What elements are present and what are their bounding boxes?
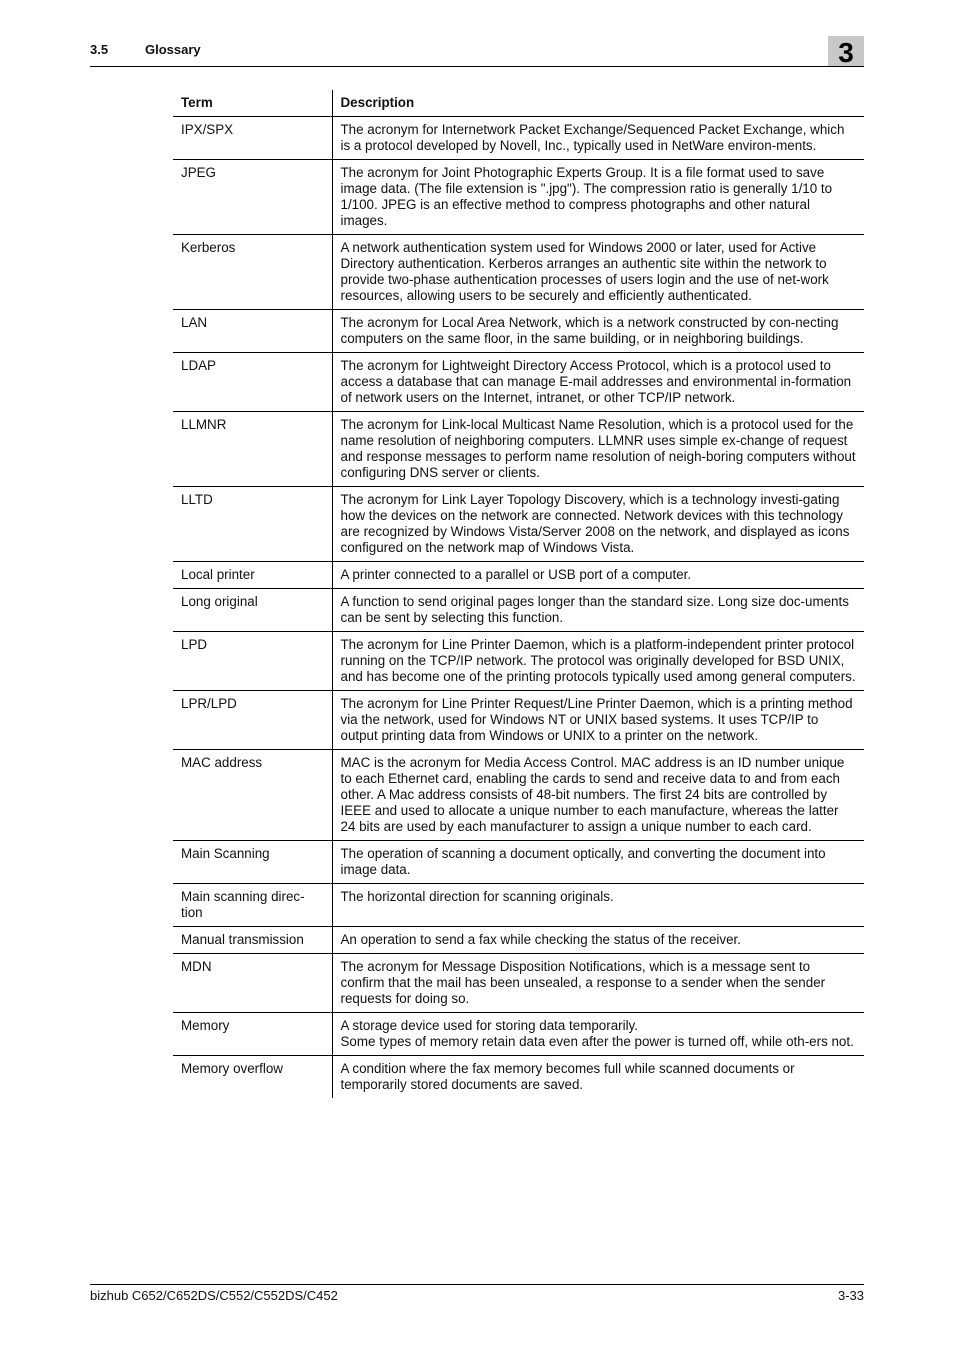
table-row [173, 841, 864, 884]
glossary-description: The acronym for Lightweight Directory Access Protocol, which is a protocol used to access a database that can manage E-mail addresses and environmental in-formation of network users on the Internet, intranet, or other TCP/IP network. [332, 353, 864, 412]
glossary-description: An operation to send a fax while checking the status of the receiver. [332, 927, 864, 954]
glossary-term: JPEG [173, 160, 332, 235]
table-row [173, 954, 864, 1013]
glossary-term: Long original [173, 589, 332, 632]
glossary-term: LPR/LPD [173, 691, 332, 750]
glossary-term: MDN [173, 954, 332, 1013]
table-row [173, 632, 864, 691]
table-row [173, 117, 864, 160]
table-row [173, 235, 864, 310]
glossary-description: The acronym for Internetwork Packet Exchange/Sequenced Packet Exchange, which is a protocol developed by Novell, Inc., typically used in NetWare environ-ments. [332, 117, 864, 160]
table-row [173, 562, 864, 589]
glossary-description: The horizontal direction for scanning originals. [332, 884, 864, 927]
glossary-description: A network authentication system used for Windows 2000 or later, used for Active Directory authentication. Kerberos arranges an authentic site within the network to provide two-phase authentication processes of users login and the use of net-work resources, allowing users to be securely and efficiently authenticated. [332, 235, 864, 310]
glossary-term: Manual transmission [173, 927, 332, 954]
page-header [90, 0, 864, 67]
table-row [173, 750, 864, 841]
column-header-term: Term [173, 90, 332, 117]
glossary-description: MAC is the acronym for Media Access Control. MAC address is an ID number unique to each Ethernet card, enabling the cards to send and receive data to and from each other. A Mac address consists of 48-bit numbers. The first 24 bits are controlled by IEEE and used to allocate a unique number to each manufacture, whereas the latter 24 bits are used by each manufacturer to assign a unique number to each card. [332, 750, 864, 841]
glossary-term: Local printer [173, 562, 332, 589]
table-row [173, 589, 864, 632]
glossary-term: Main Scanning [173, 841, 332, 884]
table-row [173, 412, 864, 487]
table-row [173, 353, 864, 412]
glossary-description: A condition where the fax memory becomes full while scanned documents or temporarily stored documents are saved. [332, 1056, 864, 1099]
table-row [173, 487, 864, 562]
glossary-term: Memory overflow [181, 1061, 283, 1076]
glossary-description: The acronym for Local Area Network, which is a network constructed by con-necting computers on the same floor, in the same building, or in neighboring buildings. [332, 310, 864, 353]
chapter-tab: 3 [828, 36, 864, 66]
glossary-term: IPX/SPX [173, 117, 332, 160]
glossary-term: LDAP [173, 353, 332, 412]
table-row [173, 884, 864, 927]
glossary-term: Kerberos [173, 235, 332, 310]
column-header-description: Description [332, 90, 864, 117]
glossary-description: The acronym for Link Layer Topology Discovery, which is a technology investi-gating how the devices on the network are connected. Network devices with this technology are recognized by Windows Vista/Server 2008 on the network, and displayed as icons configured on the network map of Windows Vista. [332, 487, 864, 562]
glossary-term: LLMNR [173, 412, 332, 487]
glossary-term: Memory [173, 1013, 332, 1056]
glossary-term: LPD [173, 632, 332, 691]
page-footer [90, 1284, 864, 1303]
table-row [173, 1013, 864, 1056]
section-title: Glossary [145, 42, 201, 57]
glossary-description: A function to send original pages longer than the standard size. Long size doc-uments can be sent by selecting this function. [332, 589, 864, 632]
glossary-description: The acronym for Message Disposition Notifications, which is a message sent to confirm that the mail has been unsealed, a response to a sender when the sender requests for doing so. [332, 954, 864, 1013]
glossary-term: LLTD [173, 487, 332, 562]
glossary-table [173, 90, 864, 1098]
glossary-term: Main scanning direc-tion [173, 884, 332, 927]
glossary-description: A printer connected to a parallel or USB port of a computer. [332, 562, 864, 589]
glossary-description: A storage device used for storing data temporarily. Some types of memory retain data even after the power is turned off, while oth-ers not. [332, 1013, 864, 1056]
glossary-description: The acronym for Line Printer Request/Line Printer Daemon, which is a printing method via the network, used for Windows NT or UNIX based systems. It uses TCP/IP to output printing data from Windows or UNIX to a printer on the network. [332, 691, 864, 750]
table-header-row [173, 90, 864, 117]
glossary-description: The acronym for Link-local Multicast Name Resolution, which is a protocol used for the name resolution of neighboring computers. LLMNR uses simple ex-change of request and response messages to perform name resolution of neigh-boring computers without configuring DNS server or clients. [332, 412, 864, 487]
glossary-description: The acronym for Line Printer Daemon, which is a platform-independent printer protocol running on the TCP/IP network. The protocol was originally developed for BSD UNIX, and has become one of the printing protocols typically used among general computers. [332, 632, 864, 691]
table-row [173, 310, 864, 353]
table-row [173, 691, 864, 750]
glossary-body [173, 117, 864, 1099]
glossary-term: MAC address [173, 750, 332, 841]
page-number: 3-33 [837, 1288, 864, 1303]
table-row [173, 1056, 864, 1099]
glossary-description: The acronym for Joint Photographic Experts Group. It is a file format used to save image data. (The file extension is ".jpg"). The compression ratio is generally 1/10 to 1/100. JPEG is an effective method to compress photographs and other natural images. [332, 160, 864, 235]
table-row [173, 927, 864, 954]
glossary-term: LAN [173, 310, 332, 353]
section-number: 3.5 [90, 42, 109, 57]
glossary-description: The operation of scanning a document optically, and converting the document into image data. [332, 841, 864, 884]
table-row [173, 160, 864, 235]
product-name: bizhub C652/C652DS/C552/C552DS/C452 [90, 1288, 338, 1303]
